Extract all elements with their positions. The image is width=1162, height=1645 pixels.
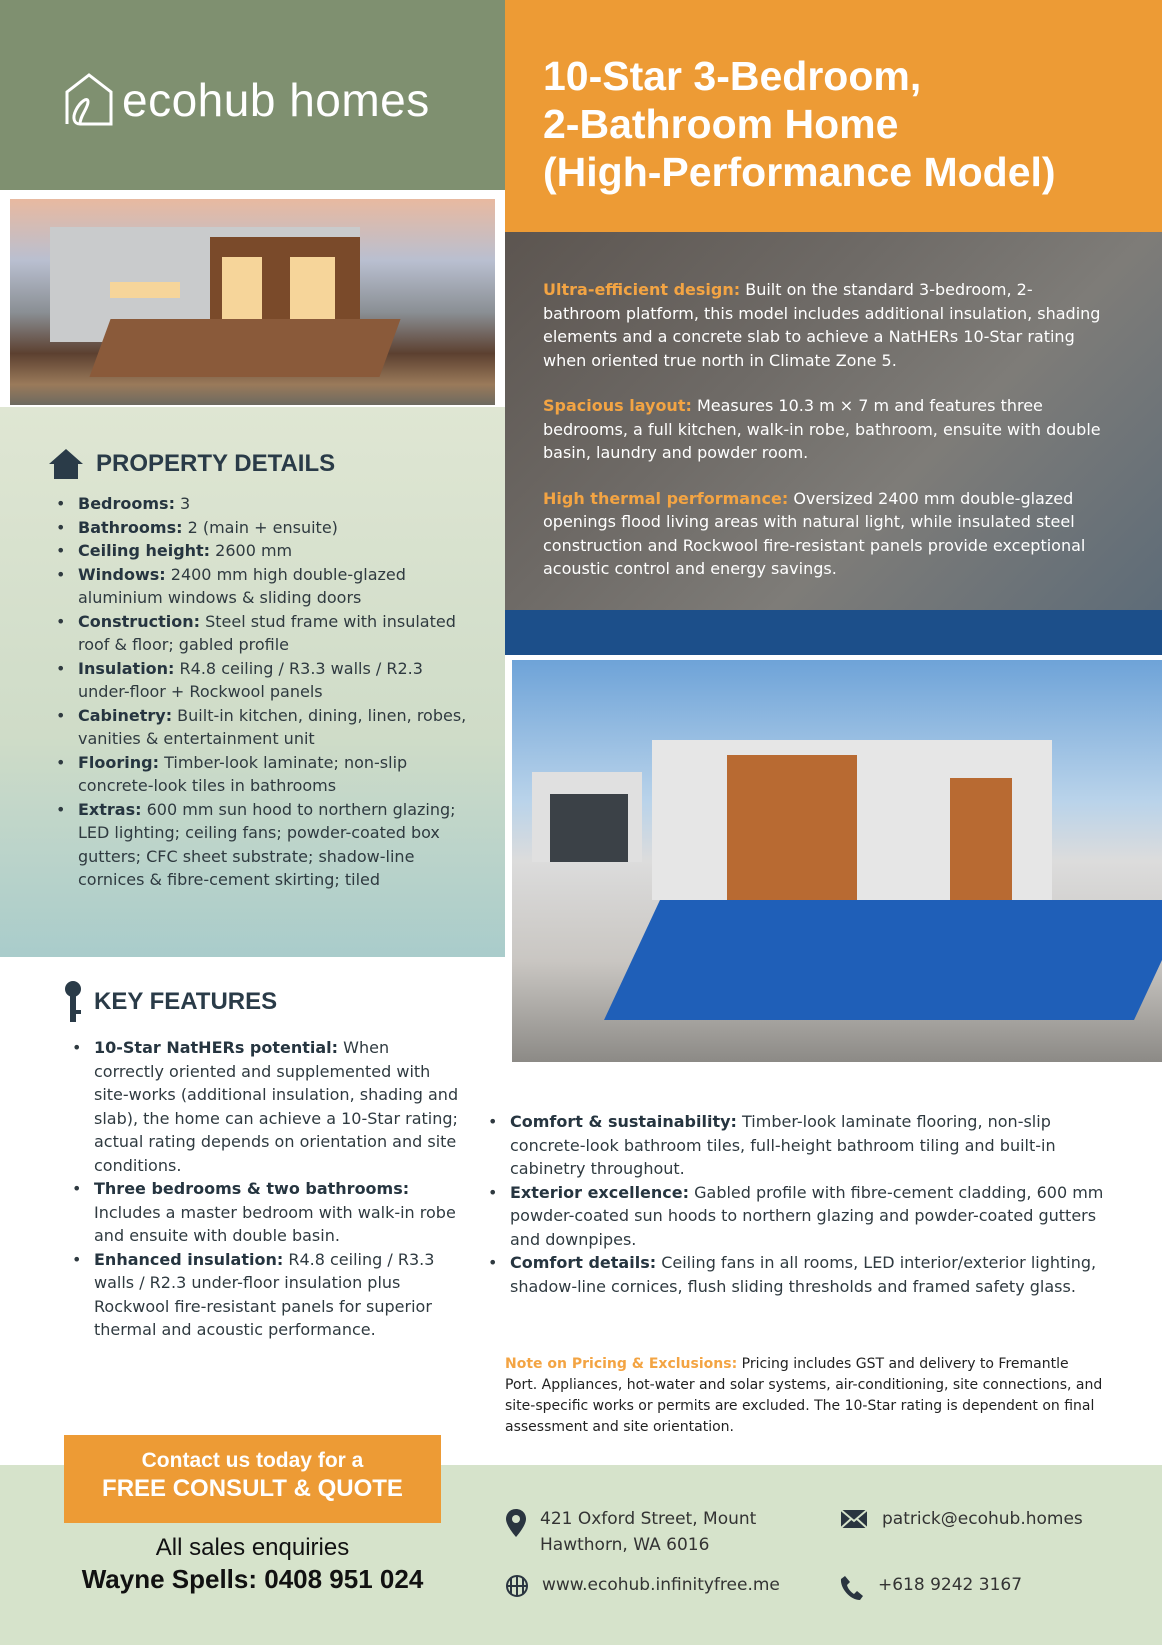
address <box>506 1506 756 1558</box>
intro-label: High thermal performance: <box>543 488 789 508</box>
item-label: Exterior excellence: <box>510 1182 690 1202</box>
list-item <box>48 492 468 516</box>
envelope-icon <box>840 1509 868 1529</box>
item-label: Construction: <box>78 611 200 631</box>
item-label: Three bedrooms & two bathrooms: <box>94 1179 410 1198</box>
intro-text: Measures 10.3 m × 7 m and features three bedrooms, a full kitchen, walk-in robe, bathroom, ensuite with double basin, laundry and powder room. <box>543 396 1101 462</box>
website[interactable] <box>506 1572 780 1598</box>
phone[interactable] <box>840 1572 1022 1601</box>
item-label: Flooring: <box>78 752 160 772</box>
item-label: Extras: <box>78 799 142 819</box>
item-label: Ceiling height: <box>78 541 211 560</box>
title-line: (High-Performance Model) <box>543 149 1056 195</box>
list-item <box>64 1248 464 1342</box>
house-photo-pool <box>512 660 1162 1062</box>
phone-number[interactable]: +618 9242 3167 <box>878 1575 1023 1595</box>
item-label: Comfort & sustainability: <box>510 1112 737 1131</box>
intro-text: Oversized 2400 mm double-glazed openings flood living areas with natural light, while insulated steel construction and Rockwool fire-resistant panels provide exceptional acoustic control and energy savings. <box>543 488 1086 578</box>
item-label: Enhanced insulation: <box>94 1249 284 1269</box>
item-text: Steel stud frame with insulated roof & floor; gabled profile <box>78 611 456 654</box>
item-text: Ceiling fans in all rooms, LED interior/exterior lighting, shadow-line cornices, flush sliding thresholds and framed safety glass. <box>510 1253 1097 1296</box>
list-item <box>480 1110 1110 1181</box>
list-item <box>48 657 468 704</box>
cta-line: FREE CONSULT & QUOTE <box>102 1475 403 1502</box>
item-label: Insulation: <box>78 658 175 678</box>
item-text: Gabled profile with fibre-cement cladding, 600 mm powder-coated sun hoods to northern glazing and powder-coated gutters and downpipes. <box>510 1182 1104 1249</box>
list-item <box>48 563 468 610</box>
item-text: 2 (main + ensuite) <box>182 517 338 537</box>
intro-text <box>543 278 1103 603</box>
list-item <box>48 751 468 798</box>
email[interactable] <box>840 1506 1083 1532</box>
website-link[interactable]: www.ecohub.infinityfree.me <box>542 1575 780 1595</box>
list-item <box>64 1177 464 1248</box>
title-line: 2-Bathroom Home <box>543 101 899 147</box>
house-photo-dusk <box>8 197 497 407</box>
list-item <box>48 539 468 563</box>
item-text: 2600 mm <box>210 541 293 560</box>
key-features <box>64 980 464 1342</box>
intro-paragraph <box>543 394 1103 465</box>
contact-cta-button[interactable] <box>64 1435 441 1523</box>
item-text: 3 <box>174 494 191 513</box>
item-label: 10-Star NatHERs potential: <box>94 1038 339 1057</box>
key-features-heading: KEY FEATURES <box>64 980 464 1024</box>
cta-line: Contact us today for a <box>141 1449 364 1472</box>
list-item <box>48 704 468 751</box>
house-icon <box>48 448 84 480</box>
key-icon <box>64 980 82 1024</box>
globe-icon <box>506 1575 528 1597</box>
item-text: Timber-look laminate; non-slip concrete-look tiles in bathrooms <box>78 752 408 795</box>
property-details-heading: PROPERTY DETAILS <box>48 448 468 480</box>
list-item <box>480 1251 1110 1298</box>
item-label: Bedrooms: <box>78 494 175 513</box>
property-details-list <box>48 492 468 892</box>
item-label: Windows: <box>78 564 166 584</box>
pricing-note-text: Pricing includes GST and delivery to Fremantle Port. Appliances, hot-water and solar systems, air-conditioning, site connections, and site-specific works or permits are excluded. The 10-Star rating is dependent on final assessment and site orientation. <box>505 1356 1103 1435</box>
intro-paragraph <box>543 278 1103 372</box>
item-text: Timber-look laminate flooring, non-slip concrete-look bathroom tiles, full-height bathroom tiling and built-in cabinetry throughout. <box>510 1112 1056 1178</box>
brand-name: ecohub homes <box>122 74 430 126</box>
item-text: 600 mm sun hood to northern glazing; LED lighting; ceiling fans; powder-coated box gutters; CFC sheet substrate; shadow-line cornices & fibre-cement skirting; tiled <box>78 799 456 889</box>
email-link[interactable]: patrick@ecohub.homes <box>882 1509 1083 1529</box>
item-text: Includes a master bedroom with walk-in robe and ensuite with double basin. <box>94 1202 456 1245</box>
item-label: Comfort details: <box>510 1253 657 1272</box>
pricing-note <box>505 1354 1105 1438</box>
list-item <box>48 610 468 657</box>
title-line: 10-Star 3-Bedroom, <box>543 53 922 99</box>
item-text: R4.8 ceiling / R3.3 walls / R2.3 under-floor + Rockwool panels <box>78 658 423 701</box>
item-text: When correctly oriented and supplemented with site-works (additional insulation, shading and slab), the home can achieve a 10-Star rating; actual rating depends on orientation and site conditions. <box>94 1038 459 1175</box>
address-line: 421 Oxford Street, Mount <box>540 1509 757 1529</box>
item-label: Cabinetry: <box>78 705 173 725</box>
item-text: R4.8 ceiling / R3.3 walls / R2.3 under-floor insulation plus Rockwool fire-resistant panels for superior thermal and acoustic performance. <box>94 1249 435 1339</box>
list-item <box>48 516 468 540</box>
list-item <box>64 1036 464 1177</box>
enquiries-label: All sales enquiries <box>155 1534 350 1561</box>
key-features-list <box>64 1036 464 1342</box>
brand-logo <box>64 72 430 128</box>
intro-label: Ultra-efficient design: <box>543 280 741 299</box>
phone-icon <box>840 1575 864 1601</box>
more-features-list <box>480 1110 1110 1298</box>
page-title <box>543 52 1056 196</box>
pricing-note-label: Note on Pricing & Exclusions: <box>505 1356 738 1372</box>
enquiries-phone[interactable]: Wayne Spells: 0408 951 024 <box>81 1564 424 1594</box>
address-line: Hawthorn, WA 6016 <box>540 1535 710 1555</box>
item-text: 2400 mm high double-glazed aluminium windows & sliding doors <box>78 564 406 607</box>
intro-label: Spacious layout: <box>543 396 692 415</box>
item-label: Bathrooms: <box>78 517 183 537</box>
item-text: Built-in kitchen, dining, linen, robes, vanities & entertainment unit <box>78 705 467 748</box>
house-logo-icon <box>64 72 114 128</box>
list-item <box>48 798 468 892</box>
intro-paragraph <box>543 487 1103 581</box>
more-features <box>480 1110 1110 1298</box>
property-details <box>48 448 468 892</box>
sales-enquiries <box>64 1534 441 1595</box>
location-pin-icon <box>506 1509 526 1537</box>
intro-text: Built on the standard 3-bedroom, 2-bathroom platform, this model includes additional insulation, shading elements and a concrete slab to achieve a NatHERs 10-Star rating when oriented true north in Climate Zone 5. <box>543 280 1101 370</box>
list-item <box>480 1181 1110 1252</box>
